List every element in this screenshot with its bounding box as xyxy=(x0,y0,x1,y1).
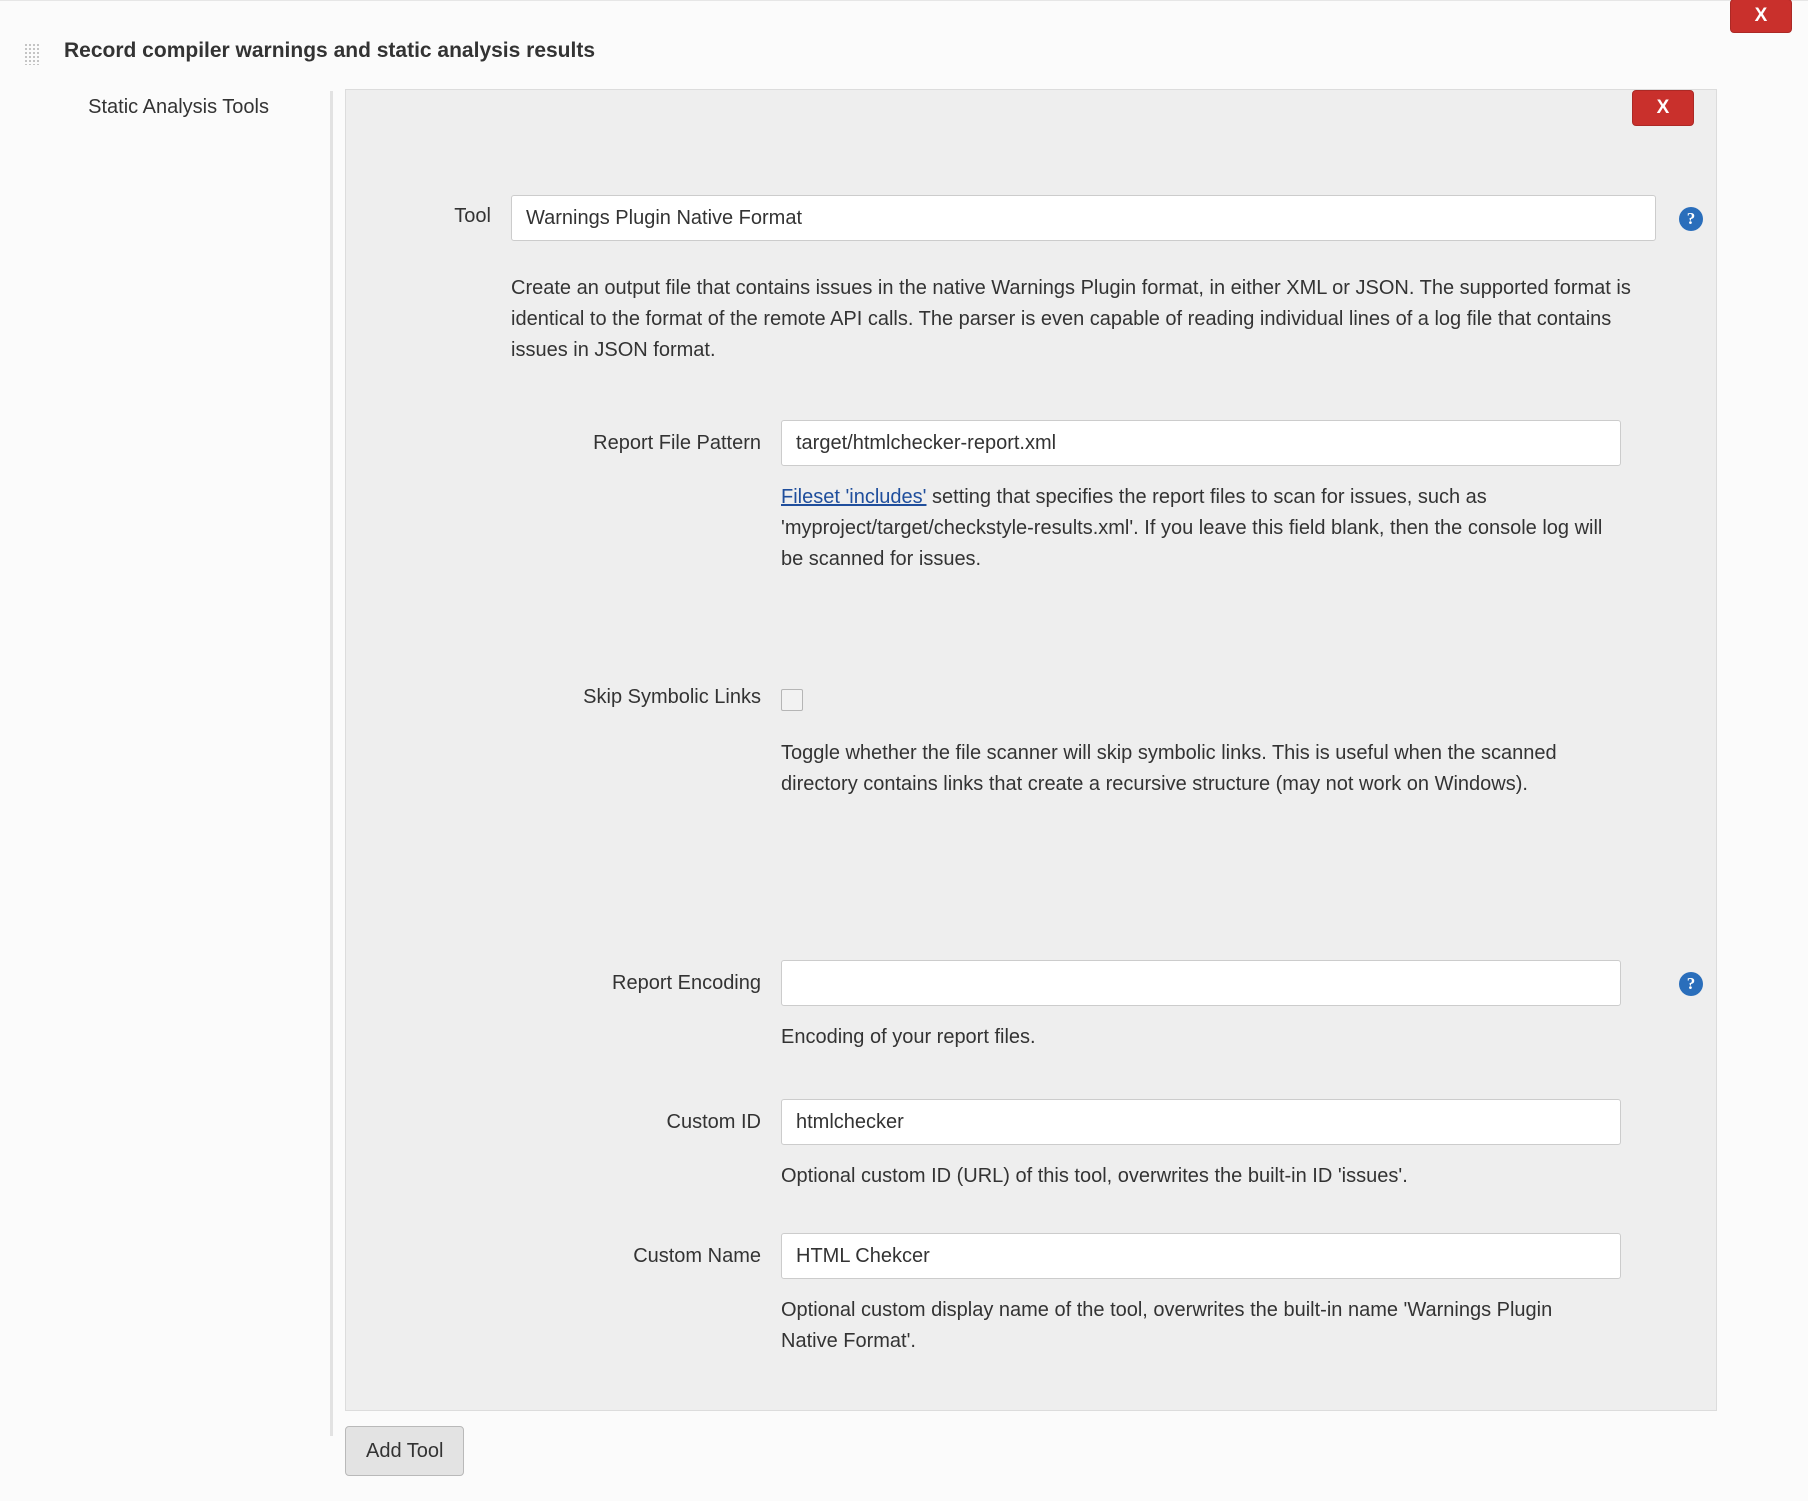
help-icon[interactable]: ? xyxy=(1679,207,1703,231)
field-label: Custom Name xyxy=(633,1245,761,1267)
custom-id-input[interactable] xyxy=(781,1099,1621,1145)
tool-select[interactable]: Warnings Plugin Native Format xyxy=(511,195,1656,241)
skip-symbolic-links-checkbox[interactable] xyxy=(781,689,803,711)
drag-handle-icon[interactable] xyxy=(24,43,40,65)
page-title: Record compiler warnings and static analysis results xyxy=(64,39,596,62)
tool-row xyxy=(346,195,1716,243)
field-label: Report Encoding xyxy=(612,972,761,994)
close-tool-button[interactable]: X xyxy=(1632,90,1694,126)
help-icon[interactable]: ? xyxy=(1679,972,1703,996)
field-help-text: Toggle whether the file scanner will skip symbolic links. This is useful when the scanned directory contains links that create a recursive structure (may not work on Windows). xyxy=(781,742,1557,795)
field-help-text xyxy=(781,482,1611,575)
report-encoding-input[interactable] xyxy=(781,960,1621,1006)
block-header xyxy=(0,21,1808,67)
field-help-suffix: setting that specifies the report files to scan for issues, such as 'myproject/target/checkstyle-results.xml'. If you leave this field blank, then the console log will be scanned for issues. xyxy=(781,486,1603,570)
field-label: Report File Pattern xyxy=(593,432,761,454)
section-label-static-analysis-tools: Static Analysis Tools xyxy=(88,96,269,118)
vertical-divider xyxy=(330,91,333,1436)
field-label: Skip Symbolic Links xyxy=(583,686,761,708)
tool-label: Tool xyxy=(454,205,491,227)
tool-description: Create an output file that contains issues in the native Warnings Plugin format, in either XML or JSON. The supported format is identical to the format of the remote API calls. The parser is even capable of reading individual lines of a log file that contains issues in JSON format. xyxy=(511,277,1631,361)
field-label: Custom ID xyxy=(666,1111,761,1133)
field-help-text: Encoding of your report files. xyxy=(781,1026,1036,1048)
field-help-text: Optional custom display name of the tool, overwrites the built-in name 'Warnings Plugin Native Format'. xyxy=(781,1299,1553,1352)
add-tool-button[interactable]: Add Tool xyxy=(345,1426,464,1476)
field-help-text: Optional custom ID (URL) of this tool, overwrites the built-in ID 'issues'. xyxy=(781,1165,1408,1187)
close-block-button[interactable]: X xyxy=(1730,0,1792,33)
custom-name-input[interactable] xyxy=(781,1233,1621,1279)
report-file-pattern-input[interactable] xyxy=(781,420,1621,466)
fileset-includes-link[interactable]: Fileset 'includes' xyxy=(781,486,927,508)
tool-panel xyxy=(345,89,1717,1411)
